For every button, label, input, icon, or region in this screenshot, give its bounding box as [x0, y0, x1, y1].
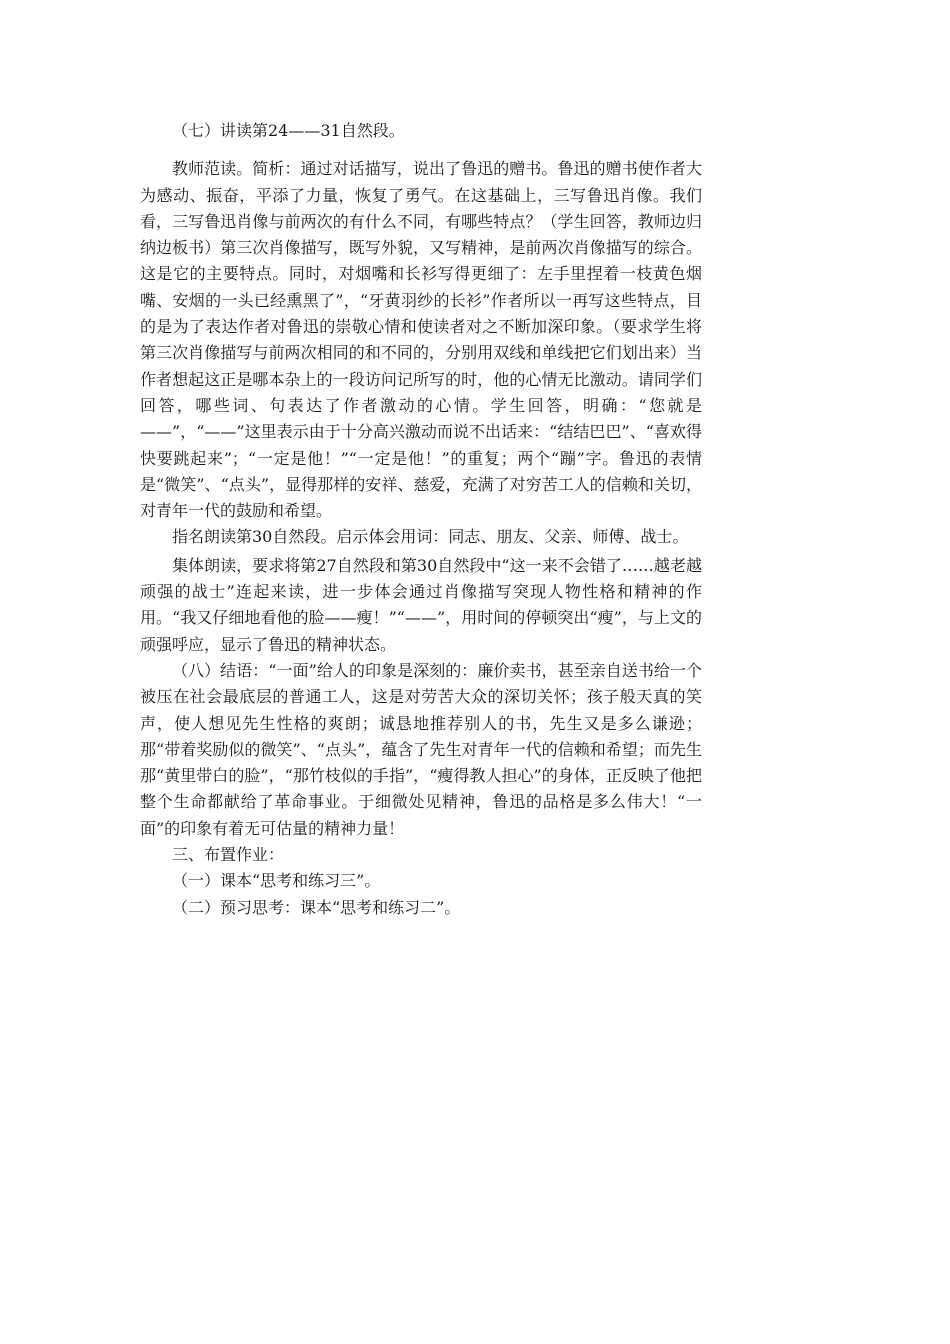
section-heading-homework: 三、布置作业： [172, 845, 285, 865]
homework-item-1: （一）课本“思考和练习三”。 [172, 871, 381, 891]
paragraph-conclusion: （八）结语：“一面”给人的印象是深刻的：廉价卖书，甚至亲自送书给一个被压在社会最底层的普通工人，这是对劳苦大众的深切关怀；孩子般天真的笑声，使人想见先生性格的爽朗；诚恳地推荐别人的书，先生又是多么谦逊；那“带着奖励似的微笑”、“点头”，蕴含了先生对青年一代的信赖和希望；而先生那“黄里带白的脸”，“那竹枝似的手指”，“瘦得教人担心”的身体，正反映了他把整个生命都献给了革命事业。于细微处见精神，鲁迅的品格是多么伟大！“一面”的印象有着无可估量的精神力量！ [140, 660, 702, 838]
document-page [140, 118, 702, 921]
paragraph-named-reading: 指名朗读第30自然段。启示体会用词：同志、朋友、父亲、师傅、战士。 [172, 527, 689, 547]
section-heading-7: （七）讲读第24——31自然段。 [172, 121, 405, 140]
paragraph-teacher-reading: 教师范读。简析：通过对话描写，说出了鲁迅的赠书。鲁迅的赠书使作者大为感动、振奋，平添了力量，恢复了勇气。在这基础上，三写鲁迅肖像。我们看，三写鲁迅肖像与前两次的有什么不同，有哪些特点？（学生回答，教师边归纳边板书）第三次肖像描写，既写外貌，又写精神，是前两次肖像描写的综合。这是它的主要特点。同时，对烟嘴和长衫写得更细了：左手里捏着一枝黄色烟嘴、安烟的一头已经熏黑了”，“牙黄羽纱的长衫”作者所以一再写这些特点，目的是为了表达作者对鲁迅的崇敬心情和使读者对之不断加深印象。（要求学生将第三次肖像描写与前两次相同的和不同的，分别用双线和单线把它们划出来）当作者想起这正是哪本杂上的一段访问记所写的时，他的心情无比激动。请同学们回答，哪些词、句表达了作者激动的心情。学生回答，明确：“您就是——”，“——”这里表示由于十分高兴激动而说不出话来：“结结巴巴”、“喜欢得快要跳起来”；“一定是他！”“一定是他！”的重复；两个“蹦”字。鲁迅的表情是“微笑”、“点头”，显得那样的安祥、慈爱，充满了对穷苦工人的信赖和关切，对青年一代的鼓励和希望。 [140, 159, 702, 521]
homework-item-2: （二）预习思考：课本“思考和练习二”。 [172, 897, 461, 917]
paragraph-group-reading: 集体朗读，要求将第27自然段和第30自然段中“这一来不会错了……越老越顽强的战士”连起来读，进一步体会通过肖像描写突现人物性格和精神的作用。“我又仔细地看他的脸——瘦！”“——”，用时间的停顿突出“瘦”，与上文的顽强呼应，显示了鲁迅的精神状态。 [140, 555, 702, 654]
